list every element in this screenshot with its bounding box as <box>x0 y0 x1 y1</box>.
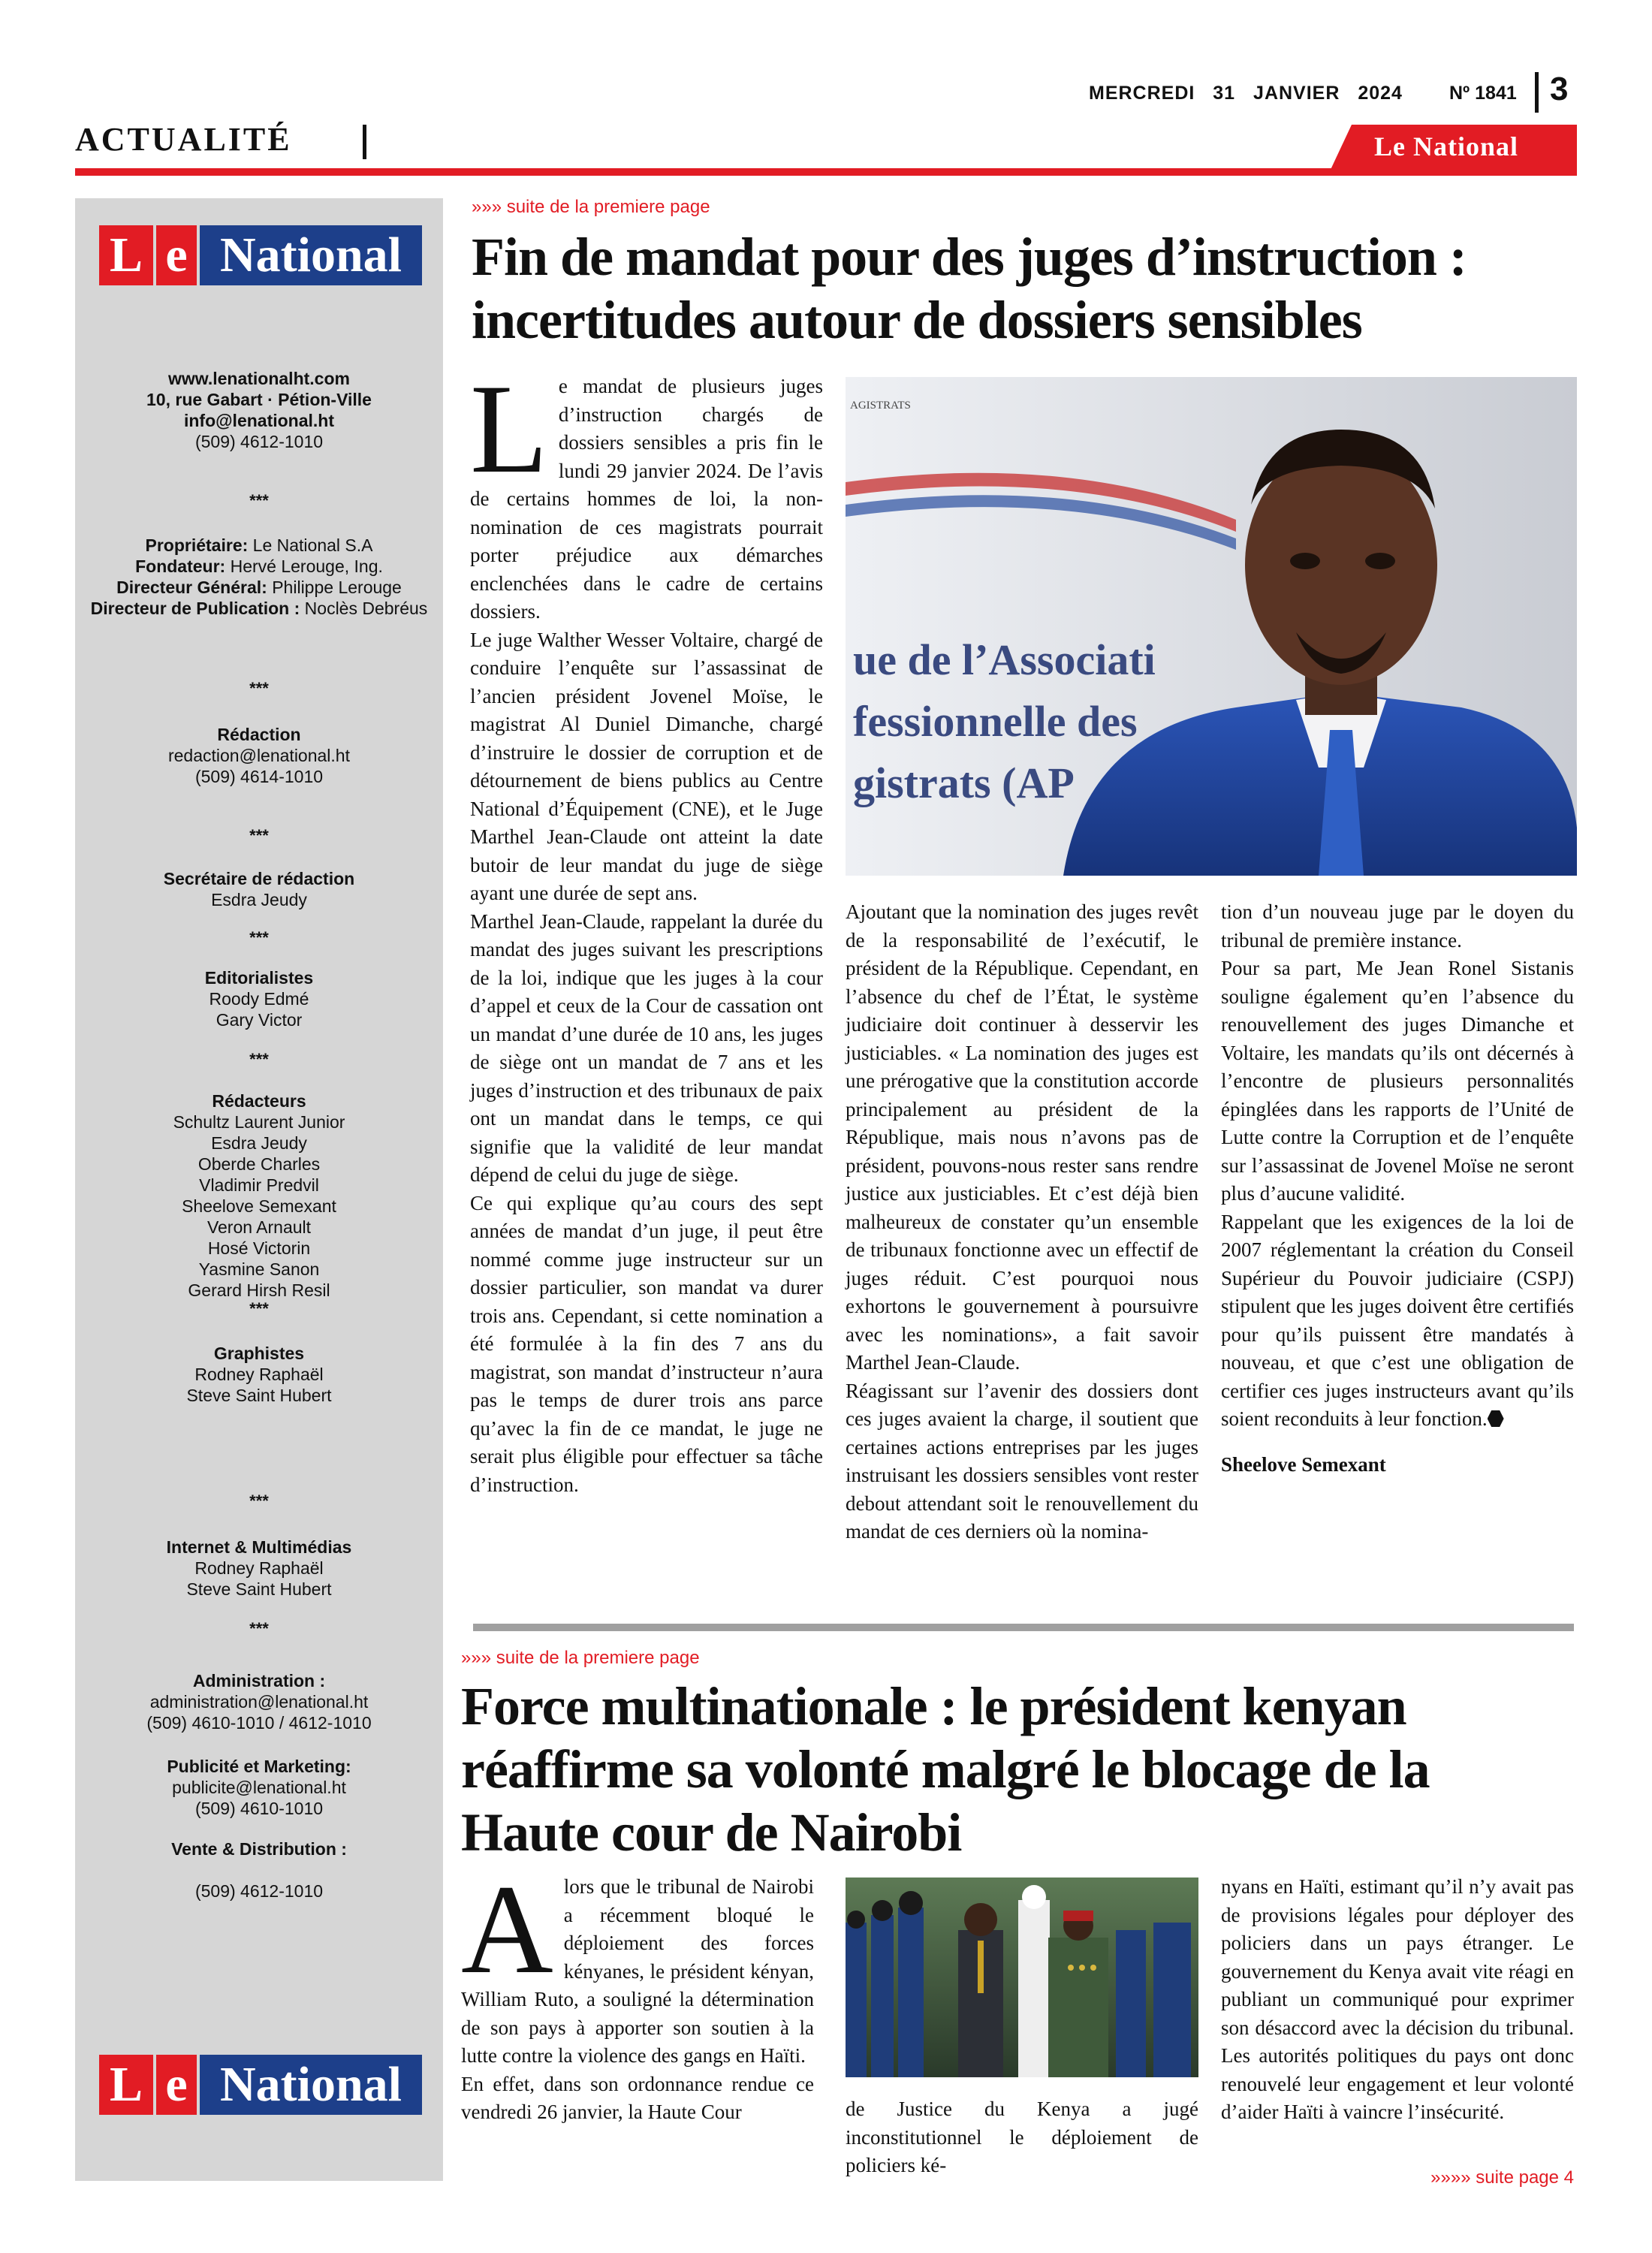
internet-member: Steve Saint Hubert <box>186 1579 332 1599</box>
masthead-sidebar <box>75 198 443 2181</box>
editorialistes-block <box>75 967 443 1030</box>
admin-phone: (509) 4610-1010 / 4612-1010 <box>146 1713 372 1733</box>
logo-top <box>99 225 422 285</box>
article1-column-2 <box>846 898 1198 1546</box>
internet-title: Internet & Multimédias <box>166 1537 352 1557</box>
address: 10, rue Gabart · Pétion-Ville <box>146 390 372 409</box>
logo-l: L <box>99 225 153 285</box>
secretaire-title: Secrétaire de rédaction <box>163 869 355 888</box>
paragraph: Le juge Walther Wesser Voltaire, chargé de conduire l’enquête sur l’assassinat de l’ancien président Jovenel Moïse, le magistrat Al Duniel Dimanche, chargé d’instruire le dossier de corruption et de détournement de biens publics au Centre National d’Équipement (CNE), et le Juge Marthel Jean-Claude ont atteint la date butoir de leur mandat du juge de siège ayant une durée de sept ans. <box>470 628 823 904</box>
pub-block <box>75 1756 443 1819</box>
contact-phone: (509) 4612-1010 <box>194 432 324 451</box>
redacteur: Gerard Hirsh Resil <box>188 1280 330 1300</box>
owner-label: Propriétaire: <box>145 535 249 555</box>
admin-block <box>75 1670 443 1733</box>
issue-number: Nº 1841 <box>1449 83 1517 104</box>
website: www.lenationalht.com <box>168 369 350 388</box>
redacteur: Sheelove Semexant <box>182 1196 336 1216</box>
photo-banner-text: fessionnelle des <box>853 697 1138 746</box>
internet-block <box>75 1537 443 1600</box>
pub-email: publicite@lenational.ht <box>172 1778 346 1797</box>
vente-phone: (509) 4612-1010 <box>194 1881 324 1901</box>
article1-column-1 <box>470 358 823 1499</box>
founder: Hervé Lerouge, Ing. <box>230 556 383 576</box>
separator: *** <box>249 1050 269 1069</box>
article2-headline <box>461 1675 1572 1864</box>
redaction-phone: (509) 4614-1010 <box>194 767 324 786</box>
redacteur: Hosé Victorin <box>207 1238 311 1258</box>
redacteur: Vladimir Predvil <box>199 1175 319 1195</box>
secretaire: Esdra Jeudy <box>211 890 307 909</box>
separator: *** <box>249 928 269 947</box>
paragraph: e mandat de plusieurs juges d’instruction chargés de dossiers sensibles a pris fin le lundi 29 janvier 2024. De l’avis de certains hommes de loi, la non-nomination de ces magistrats pourrait porter préjudice aux démarches enclenchées dans le cadre de certains dossiers. <box>470 375 823 623</box>
dg: Philippe Lerouge <box>272 578 402 597</box>
article1-byline: Sheelove Semexant <box>1221 1452 1386 1476</box>
contact-email: info@lenational.ht <box>183 411 335 430</box>
graphiste: Steve Saint Hubert <box>186 1386 332 1405</box>
paragraph: Marthel Jean-Claude, rappelant la durée du mandat des juges suivant les prescriptions de la loi, indique que les juges à la cour d’appel et ceux de la Cour de cassation ont un mandat d’une durée de 10 ans, les juges de siège ont un mandat de 7 ans et les juges d’instruction et des tribunaux de paix ont un mandat dans le temps, ce qui signifie que la validité de leur mandat dépend de celui du juge de siège. <box>470 909 823 1186</box>
internet-member: Rodney Raphaël <box>194 1558 324 1578</box>
dp: Noclès Debréus <box>304 599 428 618</box>
dg-label: Directeur Général: <box>116 578 267 597</box>
logo-l: L <box>99 2055 153 2115</box>
logo-e: e <box>156 2055 197 2115</box>
paragraph: Rappelant que les exigences de la loi de 2007 réglementant la création du Conseil Supérieur du Pouvoir judiciaire (CSPJ) stipulent que les juges doivent être certifiés pour qu’ils puissent être mandatés à nouveau, et que c’est une obligation de certifier ces juges instructeurs avant qu’ils soient reconduits à leur fonction. <box>1221 1210 1574 1430</box>
article1-column-3 <box>1221 898 1574 1476</box>
header-divider <box>1535 72 1539 113</box>
article1-headline-line: incertitudes autour de dossiers sensibles <box>472 290 1362 350</box>
redacteur: Veron Arnault <box>206 1217 312 1237</box>
redaction-block <box>75 724 443 787</box>
paragraph: Réagissant sur l’avenir des dossiers dont ces juges avaient la charge, il soutient que certaines actions entreprises par les juges instruisant les dossiers sensibles vont rester debout attendant soit le renouvellement du mandat de ces derniers où la nomina- <box>846 1379 1198 1543</box>
logo-name: National <box>200 225 422 285</box>
vente-block <box>75 1838 443 1902</box>
separator: *** <box>249 1491 269 1510</box>
paragraph: de Justice du Kenya a jugé inconstitutionnel le déploiement de policiers ké- <box>846 2098 1198 2176</box>
separator: *** <box>249 1299 269 1318</box>
article1-headline <box>472 225 1583 351</box>
section-divider <box>363 125 366 159</box>
admin-title: Administration : <box>192 1671 326 1691</box>
logo-name: National <box>200 2055 422 2115</box>
page-number: 3 <box>1550 71 1569 107</box>
article2-headline-line: Haute cour de Nairobi <box>461 1802 962 1862</box>
brand-name: Le National <box>1374 131 1519 161</box>
redacteur: Esdra Jeudy <box>211 1133 307 1153</box>
separator: *** <box>249 491 269 510</box>
paragraph: Pour sa part, Me Jean Ronel Sistanis souligne également qu’en l’absence du renouvellement des juges Dimanche et Voltaire, les mandats qu’ils ont décernés à l’encontre de plusieurs personnalités épinglées dans les rapports de l’Unité de Lutte contre la Corruption et de l’enquête sur l’assassinat de Jovenel Moïse ne seront plus d’aucune validité. <box>1221 957 1574 1205</box>
article2-column-2 <box>846 2095 1198 2180</box>
secretaire-block <box>75 868 443 910</box>
founder-label: Fondateur: <box>135 556 226 576</box>
vente-title: Vente & Distribution : <box>171 1839 347 1859</box>
article2-column-1 <box>461 1859 814 2127</box>
president-guard-photo <box>846 1878 1198 2077</box>
redacteurs-block <box>75 1090 443 1301</box>
article2-column-3 <box>1221 1873 1574 2127</box>
logo-bottom <box>99 2055 422 2115</box>
editorialistes-title: Editorialistes <box>204 968 314 988</box>
logo-e: e <box>156 225 197 285</box>
owner: Le National S.A <box>252 535 373 555</box>
dp-label: Directeur de Publication : <box>90 599 300 618</box>
editorialiste: Gary Victor <box>216 1010 303 1030</box>
photo-banner-text: ue de l’Associati <box>853 635 1156 684</box>
article1-dropcap: L <box>470 358 548 499</box>
redacteur: Oberde Charles <box>197 1154 321 1174</box>
article2-kicker: »»» suite de la premiere page <box>461 1648 700 1668</box>
separator: *** <box>249 679 269 698</box>
editorialiste: Roody Edmé <box>209 989 309 1009</box>
contact-block <box>75 368 443 452</box>
separator: *** <box>249 1619 269 1638</box>
article1-headline-line: Fin de mandat pour des juges d’instruction : <box>472 227 1467 287</box>
paragraph: En effet, dans son ordonnance rendue ce vendredi 26 janvier, la Haute Cour <box>461 2072 814 2123</box>
ownership-block <box>75 535 443 619</box>
section-title: ACTUALITÉ <box>75 121 292 158</box>
article2-headline-line: Force multinationale : le président kenyan <box>461 1676 1406 1736</box>
paragraph: Ajoutant que la nomination des juges revêt de la responsabilité de l’exécutif, le président de la République. Cependant, en l’absence du chef de l’État, le système judiciaire doit continuer à desservir les justiciables. « La nomination des juges est une prérogative que la constitution accorde principalement au président de la République, mais nous n’avons pas de président, pouvons-nous rester sans rendre justice aux justiciables. Et c’est déjà bien malheureux de constater qu’un ensemble de tribunaux fonctionne avec un effectif de juges réduit. C’est pourquoi nous exhortons le gouvernement à poursuivre avec les nominations», a fait savoir Marthel Jean-Claude. <box>846 900 1198 1374</box>
graphistes-block <box>75 1343 443 1406</box>
admin-email: administration@lenational.ht <box>149 1692 369 1712</box>
paragraph: lors que le tribunal de Nairobi a récemment bloqué le déploiement des forces kényanes, le président kényan, William Ruto, a souligné la détermination de son pays à apporter son soutien à la lutte contre la violence des gangs en Haïti. <box>461 1875 814 2067</box>
separator: *** <box>249 826 269 845</box>
paragraph: Ce qui explique qu’au cours des sept années de mandat d’un juge, il peut être nommé comme juge instructeur sur un dossier particulier, son mandat va durer trois ans. Cependant, si cette nomination a été formulée à la fin des 7 ans du magistrat, son mandat d’instructeur n’aura pas le temps de durer trois ans parce qu’avec la fin de ce mandat, le juge ne serait plus éligible pour effectuer sa tâche d’instruction. <box>470 1191 823 1496</box>
article2-dropcap: A <box>461 1859 553 2000</box>
redacteur: Schultz Laurent Junior <box>173 1112 345 1132</box>
graphistes-title: Graphistes <box>213 1344 305 1363</box>
pub-title: Publicité et Marketing: <box>167 1757 351 1776</box>
article2-headline-line: réaffirme sa volonté malgré le blocage de la <box>461 1739 1430 1799</box>
article-divider <box>473 1624 1574 1631</box>
continue-link[interactable]: »»»» suite page 4 <box>1430 2167 1574 2188</box>
redacteurs-title: Rédacteurs <box>212 1091 306 1111</box>
graphiste: Rodney Raphaël <box>194 1365 324 1384</box>
paragraph: tion d’un nouveau juge par le doyen du tribunal de première instance. <box>1221 900 1574 952</box>
article1-kicker: »»» suite de la premiere page <box>472 197 710 217</box>
issue-date: MERCREDI 31 JANVIER 2024 <box>1089 83 1403 104</box>
photo-banner-text: gistrats (AP <box>853 759 1075 807</box>
redaction-title: Rédaction <box>217 725 301 744</box>
redacteur: Yasmine Sanon <box>198 1259 320 1279</box>
paragraph: nyans en Haïti, estimant qu’il n’y avait pas de provisions légales pour déployer des policiers dans un pays étranger. Le gouvernement du Kenya avait vite réagi en publiant un communiqué pour exprimer son désaccord avec la décision du tribunal. Les autorités politiques du pays ont donc renouvelé leur engagement et leur volonté d’aider Haïti à vaincre l’insécurité. <box>1221 1875 1574 2123</box>
end-of-article-icon <box>1488 1410 1504 1427</box>
photo-small-text: AGISTRATS <box>850 400 911 412</box>
pub-phone: (509) 4610-1010 <box>194 1799 324 1818</box>
redaction-email: redaction@lenational.ht <box>167 746 350 765</box>
magistrate-portrait-photo <box>846 377 1577 876</box>
